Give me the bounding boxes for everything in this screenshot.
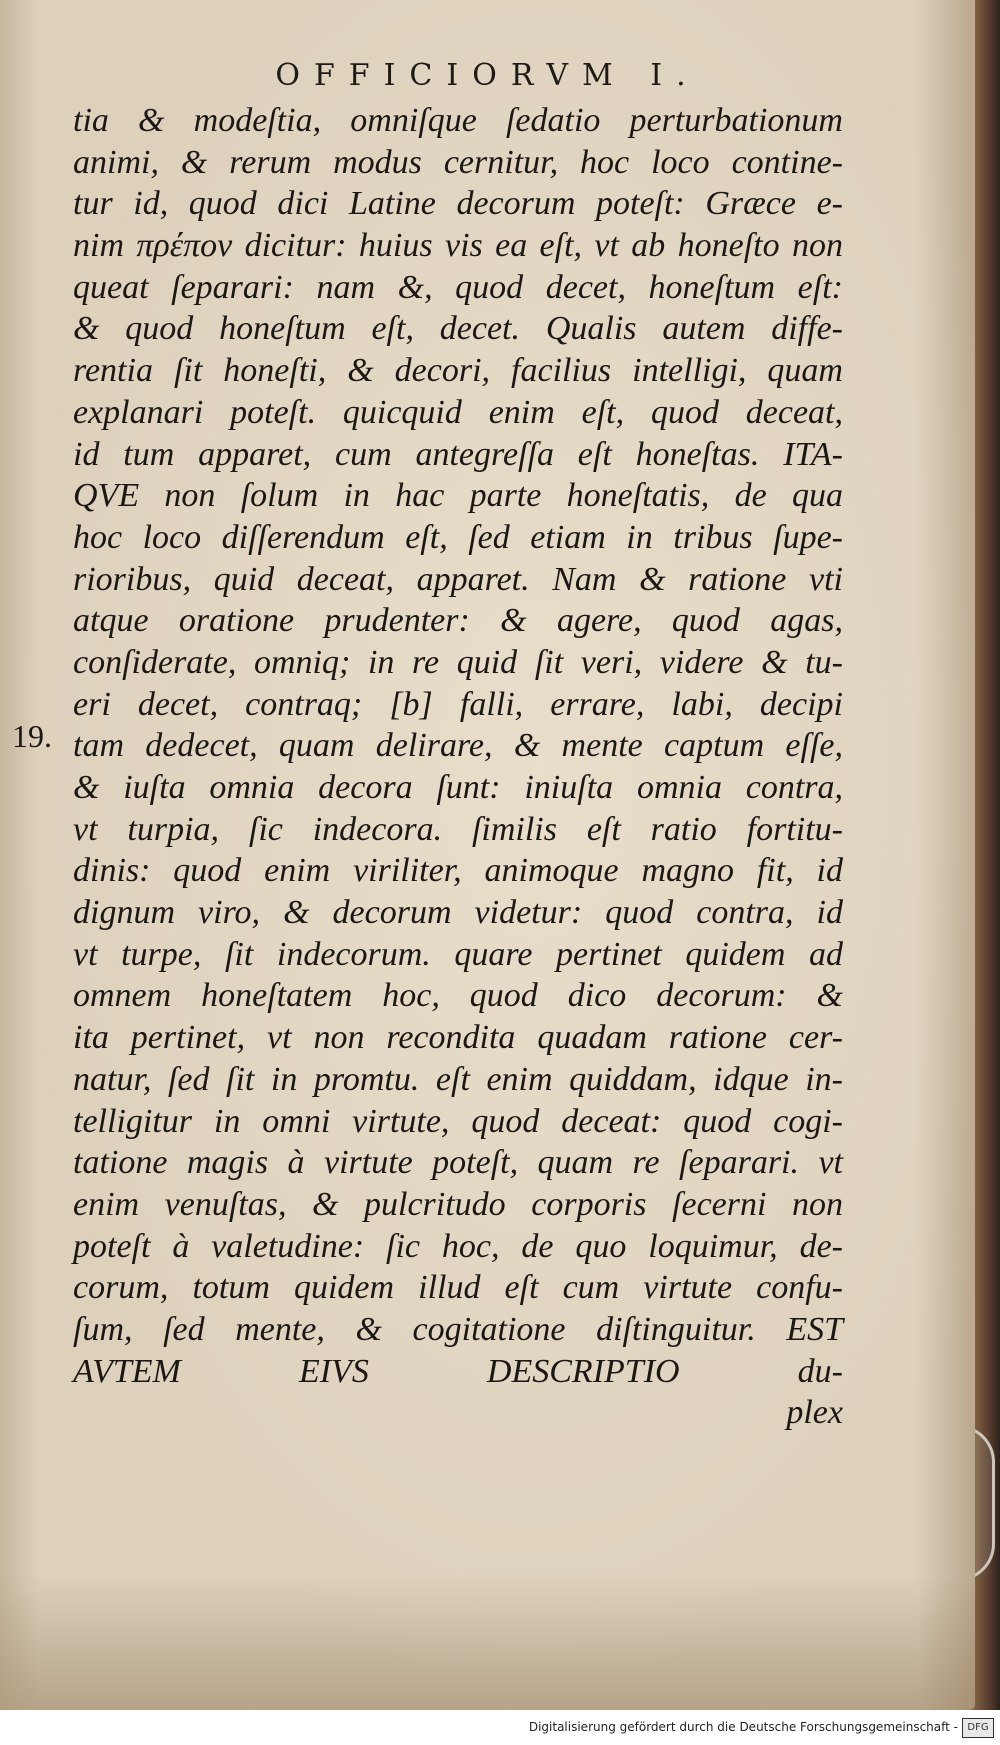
funding-credit: Digitalisierung gefördert durch die Deutsche Forschungsgemeinschaft -: [528, 1720, 958, 1734]
text-line: omnem honeſtatem hoc, quod dico decorum: &: [73, 977, 843, 1015]
text-line: enim venuſtas, & pulcritudo corporis ſecerni non: [73, 1185, 843, 1223]
text-line: dinis: quod enim viriliter, animoque magno fit, id: [73, 852, 843, 890]
text-line: & iuſta omnia decora ſunt: iniuſta omnia contra,: [73, 769, 843, 806]
text-line: poteſt à valetudine: ſic hoc, de quo loquimur, de-: [73, 1227, 843, 1265]
text-line: ſum, ſed mente, & cogitatione diſtinguitur. EST: [73, 1310, 843, 1348]
text-line: dignum viro, & decorum videtur: quod contra, id: [73, 894, 843, 932]
text-line: tia & modeſtia, omniſque ſedatio perturbationum: [73, 102, 843, 139]
text-line: conſiderate, omniq; in re quid ſit veri, videre & tu-: [73, 643, 843, 681]
text-line: tur id, quod dici Latine decorum poteſt: Græce e-: [73, 185, 843, 223]
text-line: vt turpe, ſit indecorum. quare pertinet quidem ad: [73, 935, 843, 973]
text-line: id tum apparet, cum antegreſſa eſt honeſtas. ITA-: [73, 435, 843, 473]
text-line: telligitur in omni virtute, quod deceat: quod cogi-: [73, 1102, 843, 1140]
dfg-logo: DFG: [962, 1718, 994, 1738]
text-line: atque oratione prudenter: & agere, quod agas,: [73, 602, 843, 640]
text-line: tatione magis à virtute poteſt, quam re ſeparari. vt: [73, 1144, 843, 1182]
text-line: rioribus, quid deceat, apparet. Nam & ratione vti: [73, 560, 843, 598]
text-line: & quod honeſtum eſt, decet. Qualis autem diffe-: [73, 310, 843, 348]
text-line: queat ſeparari: nam &, quod decet, honeſtum eſt:: [73, 268, 843, 306]
body-text: [73, 100, 843, 1434]
text-line: explanari poteſt. quicquid enim eſt, quod deceat,: [73, 393, 843, 431]
text-line: QVE non ſolum in hac parte honeſtatis, de qua: [73, 477, 843, 515]
text-line: animi, & rerum modus cernitur, hoc loco contine-: [73, 143, 843, 181]
text-line: corum, totum quidem illud eſt cum virtute confu-: [73, 1269, 843, 1307]
running-head: OFFICIORVM I.: [275, 58, 700, 93]
text-line: nim πρέπον dicitur: huius vis ea eſt, vt ab honeſto non: [73, 227, 843, 265]
text-line: natur, ſed ſit in promtu. eſt enim quiddam, idque in-: [73, 1060, 843, 1098]
text-line: eri decet, contraq; [b] falli, errare, labi, decipi: [73, 685, 843, 723]
text-line: ita pertinet, vt non recondita quadam ratione cer-: [73, 1019, 843, 1057]
footer-bar: [0, 1710, 1000, 1745]
text-line: AVTEM EIVS DESCRIPTIO du-: [73, 1352, 843, 1390]
text-line: tam dedecet, quam delirare, & mente captum eſſe,: [73, 727, 843, 765]
text-line: plex: [786, 1394, 843, 1432]
text-line: vt turpia, ſic indecora. ſimilis eſt ratio fortitu-: [73, 810, 843, 848]
text-line: rentia ſit honeſti, & decori, facilius intelligi, quam: [73, 352, 843, 390]
text-line: hoc loco diſſerendum eſt, ſed etiam in tribus ſupe-: [73, 518, 843, 556]
marginal-number: 19.: [12, 718, 52, 754]
